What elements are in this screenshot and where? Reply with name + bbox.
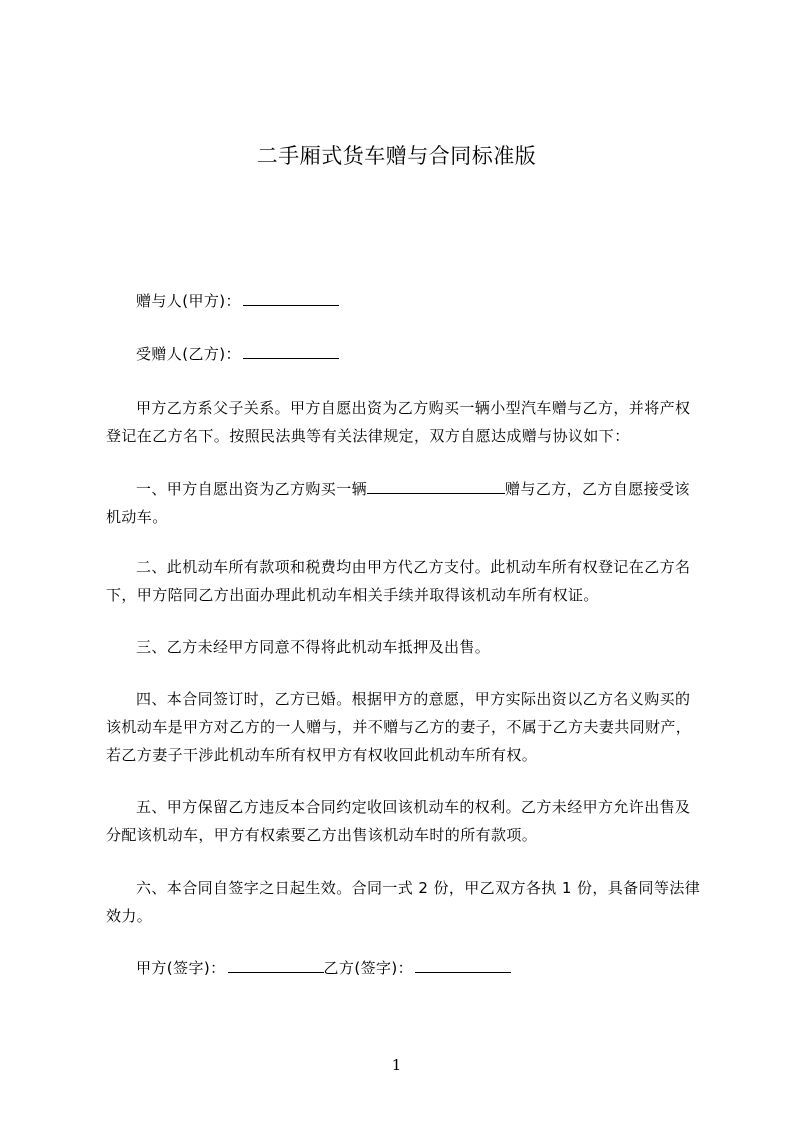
document-title: 二手厢式货车赠与合同标准版 — [256, 144, 537, 168]
donor-blank — [243, 289, 339, 306]
clause-1-text-after: 赠与乙方，乙方自愿接受该机动车。 — [106, 480, 690, 526]
clause-1-paragraph — [106, 475, 702, 531]
party-b-signature-label: 乙方(签字)： — [323, 959, 414, 977]
vehicle-blank — [367, 477, 505, 494]
clause-6-paragraph: 六、本合同自签字之日起生效。合同一式 2 份，甲乙双方各执 1 份，具备同等法律效力。 — [106, 879, 701, 925]
clause-3-paragraph: 三、乙方未经甲方同意不得将此机动车抵押及出售。 — [136, 638, 491, 656]
party-b-signature-blank — [415, 956, 511, 973]
signature-line — [136, 954, 696, 982]
donee-blank — [243, 342, 339, 359]
donor-label: 赠与人(甲方)： — [136, 292, 241, 310]
clause-4-paragraph: 四、本合同签订时，乙方已婚。根据甲方的意愿，甲方实际出资以乙方名义购买的该机动车是甲方对乙方的一人赠与，并不赠与乙方的妻子，不属于乙方夫妻共同财产，若乙方妻子干涉此机动车所有权甲方有权收回此机动车所有权。 — [106, 690, 692, 764]
donee-line — [136, 340, 696, 368]
party-a-signature-blank — [228, 956, 324, 973]
donee-label: 受赠人(乙方)： — [136, 345, 241, 363]
clause-5-paragraph: 五、甲方保留乙方违反本合同约定收回该机动车的权利。乙方未经甲方允许出售及分配该机动车，甲方有权索要乙方出售该机动车时的所有款项。 — [106, 798, 691, 844]
donor-line — [136, 287, 696, 315]
clause-1-text-before: 一、甲方自愿出资为乙方购买一辆 — [136, 480, 368, 498]
party-a-signature-label: 甲方(签字)： — [136, 959, 226, 977]
clause-2-paragraph: 二、此机动车所有款项和税费均由甲方代乙方支付。此机动车所有权登记在乙方名下，甲方陪同乙方出面办理此机动车相关手续并取得该机动车所有权证。 — [106, 558, 691, 604]
page-number: 1 — [391, 1056, 402, 1074]
preamble-paragraph: 甲方乙方系父子关系。甲方自愿出资为乙方购买一辆小型汽车赠与乙方，并将产权登记在乙方名下。按照民法典等有关法律规定，双方自愿达成赠与协议如下： — [106, 399, 691, 445]
